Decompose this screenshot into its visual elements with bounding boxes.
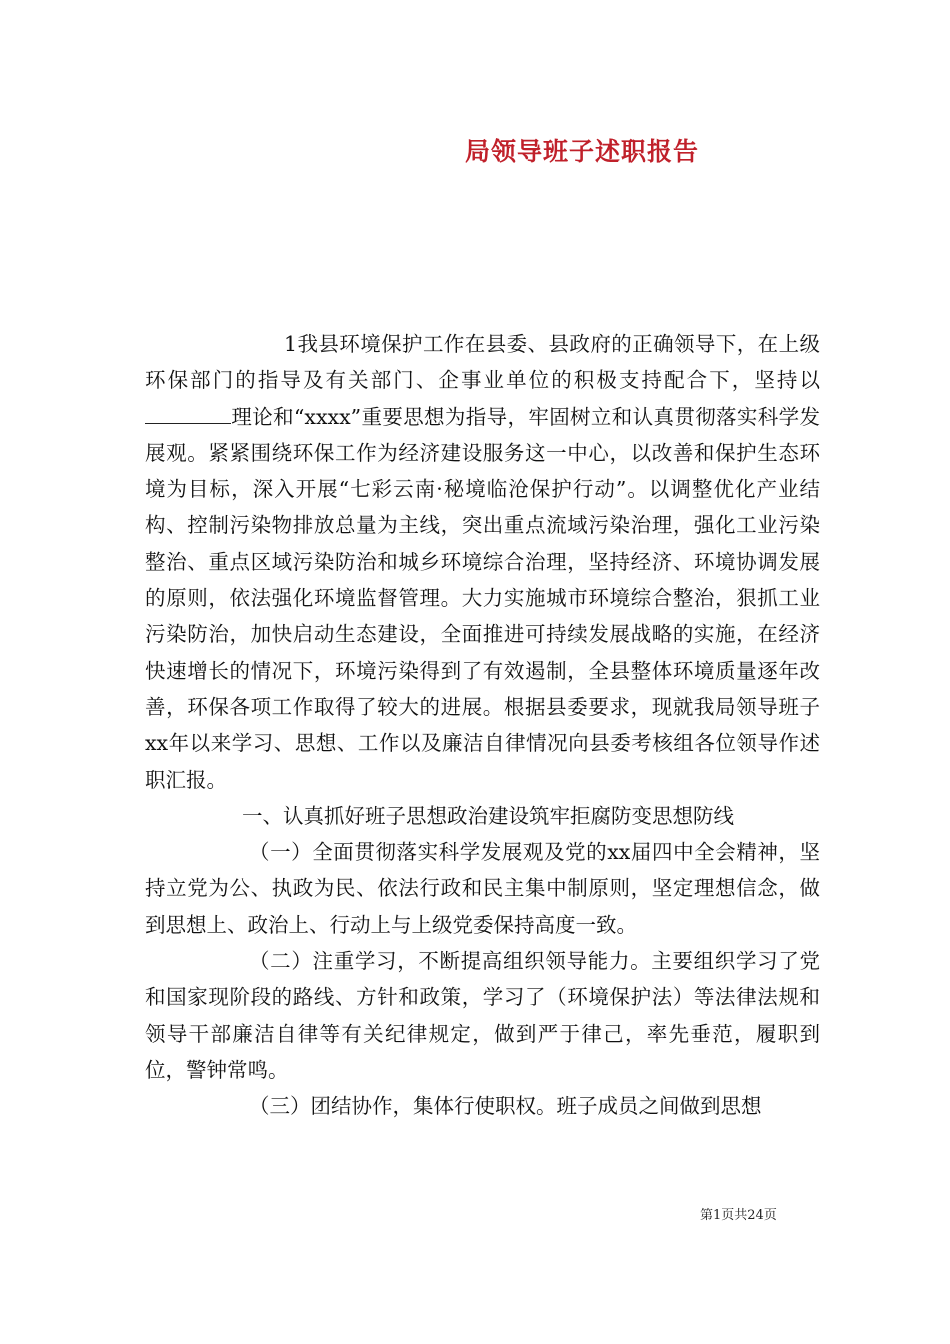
- section-heading-1: 一、认真抓好班子思想政治建设筑牢拒腐防变思想防线: [242, 803, 734, 828]
- subsection-2: （二）注重学习，不断提高组织领导能力。主要组织学习了党和国家现阶段的路线、方针和政策，学习了（环境保护法）等法律法规和领导干部廉洁自律等有关纪律规定，做到严于律己，率先垂范，履职到位，警钟常鸣。: [145, 949, 820, 1082]
- subsection-3: （三）团结协作，集体行使职权。班子成员之间做到思想: [249, 1094, 762, 1119]
- paragraph-intro-part-1: 1我县环境保护工作在县委、县政府的正确领导下，在上级环保部门的指导及有关部门、企事业单位的积极支持配合下，坚持以: [145, 332, 820, 393]
- fill-in-blank: [145, 405, 231, 424]
- page-number-footer: 第1页共24页: [700, 1208, 777, 1223]
- page-title: 局领导班子述职报告: [464, 137, 699, 166]
- paragraph-intro: [145, 326, 820, 798]
- paragraph-intro-part-2: 理论和“xxxx”重要思想为指导，牢固树立和认真贯彻落实科学发展观。紧紧围绕环保工作为经济建设服务这一中心，以改善和保护生态环境为目标，深入开展“七彩云南·秘境临沧保护行动”。以调整优化产业结构、控制污染物排放总量为主线，突出重点流域污染治理，强化工业污染整治、重点区域污染防治和城乡环境综合治理，坚持经济、环境协调发展的原则，依法强化环境监督管理。大力实施城市环境综合整治，狠抓工业污染防治，加快启动生态建设，全面推进可持续发展战略的实施，在经济快速增长的情况下，环境污染得到了有效遏制，全县整体环境质量逐年改善，环保各项工作取得了较大的进展。根据县委要求，现就我局领导班子xx年以来学习、思想、工作以及廉洁自律情况向县委考核组各位领导作述职汇报。: [145, 404, 820, 792]
- document-body: [145, 326, 820, 1125]
- subsection-1: （一）全面贯彻落实科学发展观及党的xx届四中全会精神，坚持立党为公、执政为民、依法行政和民主集中制原则，坚定理想信念，做到思想上、政治上、行动上与上级党委保持高度一致。: [145, 840, 820, 937]
